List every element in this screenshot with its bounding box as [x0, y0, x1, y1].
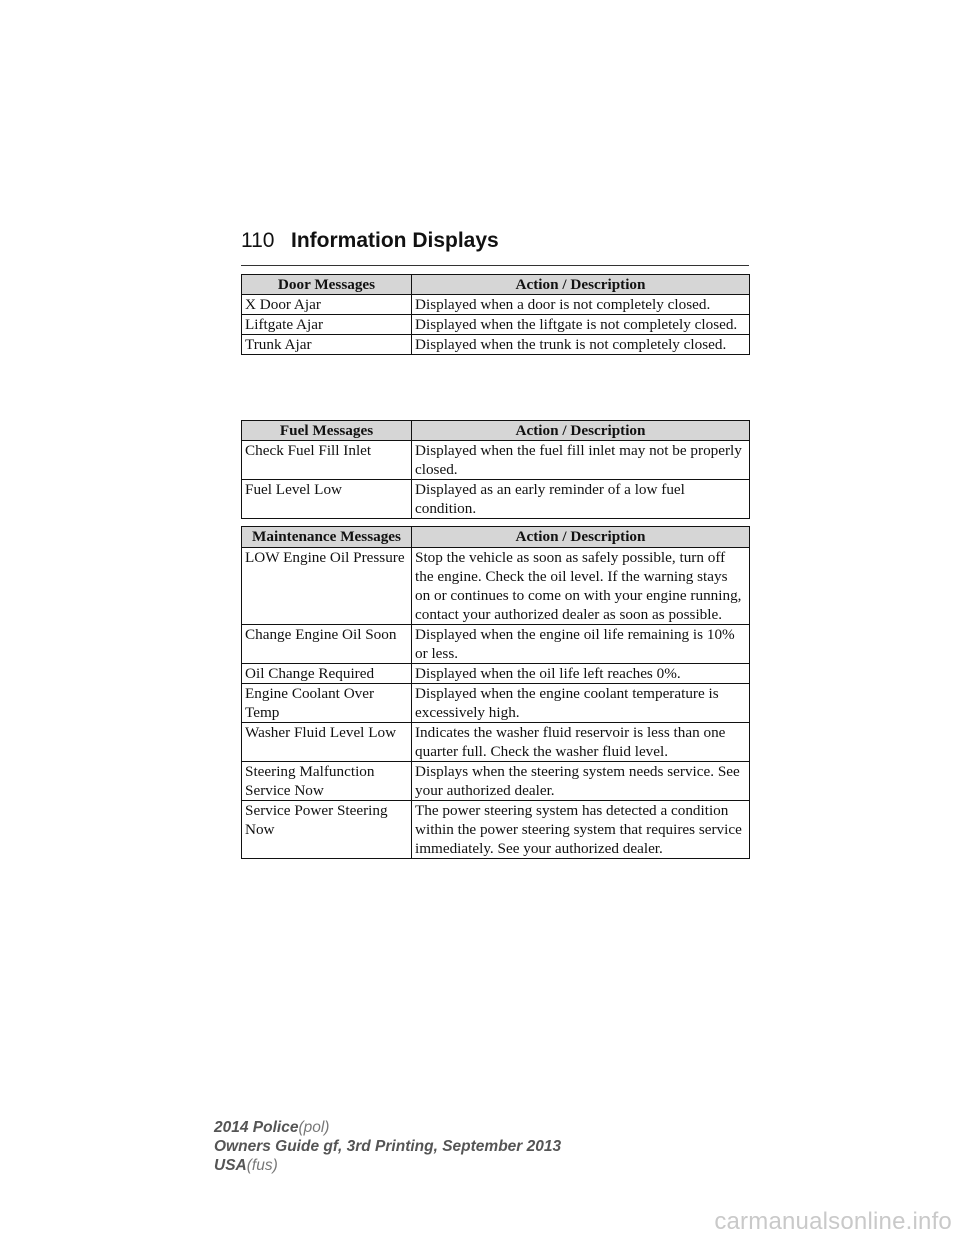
- column-header: Action / Description: [412, 527, 750, 548]
- fuel-messages-table: [241, 420, 750, 519]
- footer-model: 2014 Police: [214, 1119, 299, 1136]
- message-cell: Fuel Level Low: [242, 480, 412, 519]
- column-header: Door Messages: [242, 275, 412, 295]
- message-cell: LOW Engine Oil Pressure: [242, 548, 412, 625]
- table-header-row: [242, 421, 750, 441]
- section-title: Information Displays: [291, 229, 499, 252]
- description-cell: Displays when the steering system needs service. See your authorized dealer.: [412, 762, 750, 801]
- message-cell: Service Power Steering Now: [242, 801, 412, 859]
- message-cell: Engine Coolant Over Temp: [242, 684, 412, 723]
- table-row: [242, 441, 750, 480]
- table-row: [242, 664, 750, 684]
- column-header: Fuel Messages: [242, 421, 412, 441]
- table-row: [242, 762, 750, 801]
- message-cell: Check Fuel Fill Inlet: [242, 441, 412, 480]
- table-row: [242, 684, 750, 723]
- footer-region-code: (fus): [246, 1157, 278, 1174]
- table-row: [242, 335, 750, 355]
- message-cell: Trunk Ajar: [242, 335, 412, 355]
- table-header-row: [242, 275, 750, 295]
- description-cell: Displayed when the liftgate is not completely closed.: [412, 315, 750, 335]
- footer-line-2: [214, 1137, 561, 1156]
- footer-line-1: [214, 1118, 561, 1137]
- description-cell: Displayed when the engine coolant temperature is excessively high.: [412, 684, 750, 723]
- message-cell: Steering Malfunction Service Now: [242, 762, 412, 801]
- table-row: [242, 548, 750, 625]
- description-cell: Displayed when a door is not completely closed.: [412, 295, 750, 315]
- message-cell: Change Engine Oil Soon: [242, 625, 412, 664]
- message-cell: X Door Ajar: [242, 295, 412, 315]
- description-cell: The power steering system has detected a condition within the power steering system that requires service immediately. See your authorized dealer.: [412, 801, 750, 859]
- footer-line-3: [214, 1156, 561, 1175]
- table-row: [242, 625, 750, 664]
- header-rule: [241, 265, 749, 266]
- description-cell: Displayed when the engine oil life remaining is 10% or less.: [412, 625, 750, 664]
- footer-printing: Owners Guide gf, 3rd Printing, September 2013: [214, 1138, 562, 1155]
- footer-region: USA: [214, 1157, 247, 1174]
- message-cell: Washer Fluid Level Low: [242, 723, 412, 762]
- maintenance-messages-table: [241, 526, 750, 859]
- table-row: [242, 480, 750, 519]
- message-cell: Liftgate Ajar: [242, 315, 412, 335]
- door-messages-table: [241, 274, 750, 355]
- document-footer: [214, 1118, 561, 1175]
- description-cell: Displayed when the fuel fill inlet may not be properly closed.: [412, 441, 750, 480]
- table-row: [242, 315, 750, 335]
- column-header: Action / Description: [412, 275, 750, 295]
- table-row: [242, 295, 750, 315]
- table-row: [242, 801, 750, 859]
- description-cell: Displayed when the oil life left reaches 0%.: [412, 664, 750, 684]
- page-number: 110: [241, 229, 275, 252]
- page-header: [241, 229, 749, 253]
- message-cell: Oil Change Required: [242, 664, 412, 684]
- column-header: Maintenance Messages: [242, 527, 412, 548]
- description-cell: Displayed when the trunk is not completely closed.: [412, 335, 750, 355]
- column-header: Action / Description: [412, 421, 750, 441]
- table-header-row: [242, 527, 750, 548]
- description-cell: Displayed as an early reminder of a low fuel condition.: [412, 480, 750, 519]
- description-cell: Indicates the washer fluid reservoir is less than one quarter full. Check the washer fluid level.: [412, 723, 750, 762]
- description-cell: Stop the vehicle as soon as safely possible, turn off the engine. Check the oil level. If the warning stays on or continues to come on with your engine running, contact your authorized dealer as soon as possible.: [412, 548, 750, 625]
- footer-model-code: (pol): [298, 1119, 330, 1136]
- table-row: [242, 723, 750, 762]
- watermark-text: carmanualsonline.info: [714, 1208, 952, 1235]
